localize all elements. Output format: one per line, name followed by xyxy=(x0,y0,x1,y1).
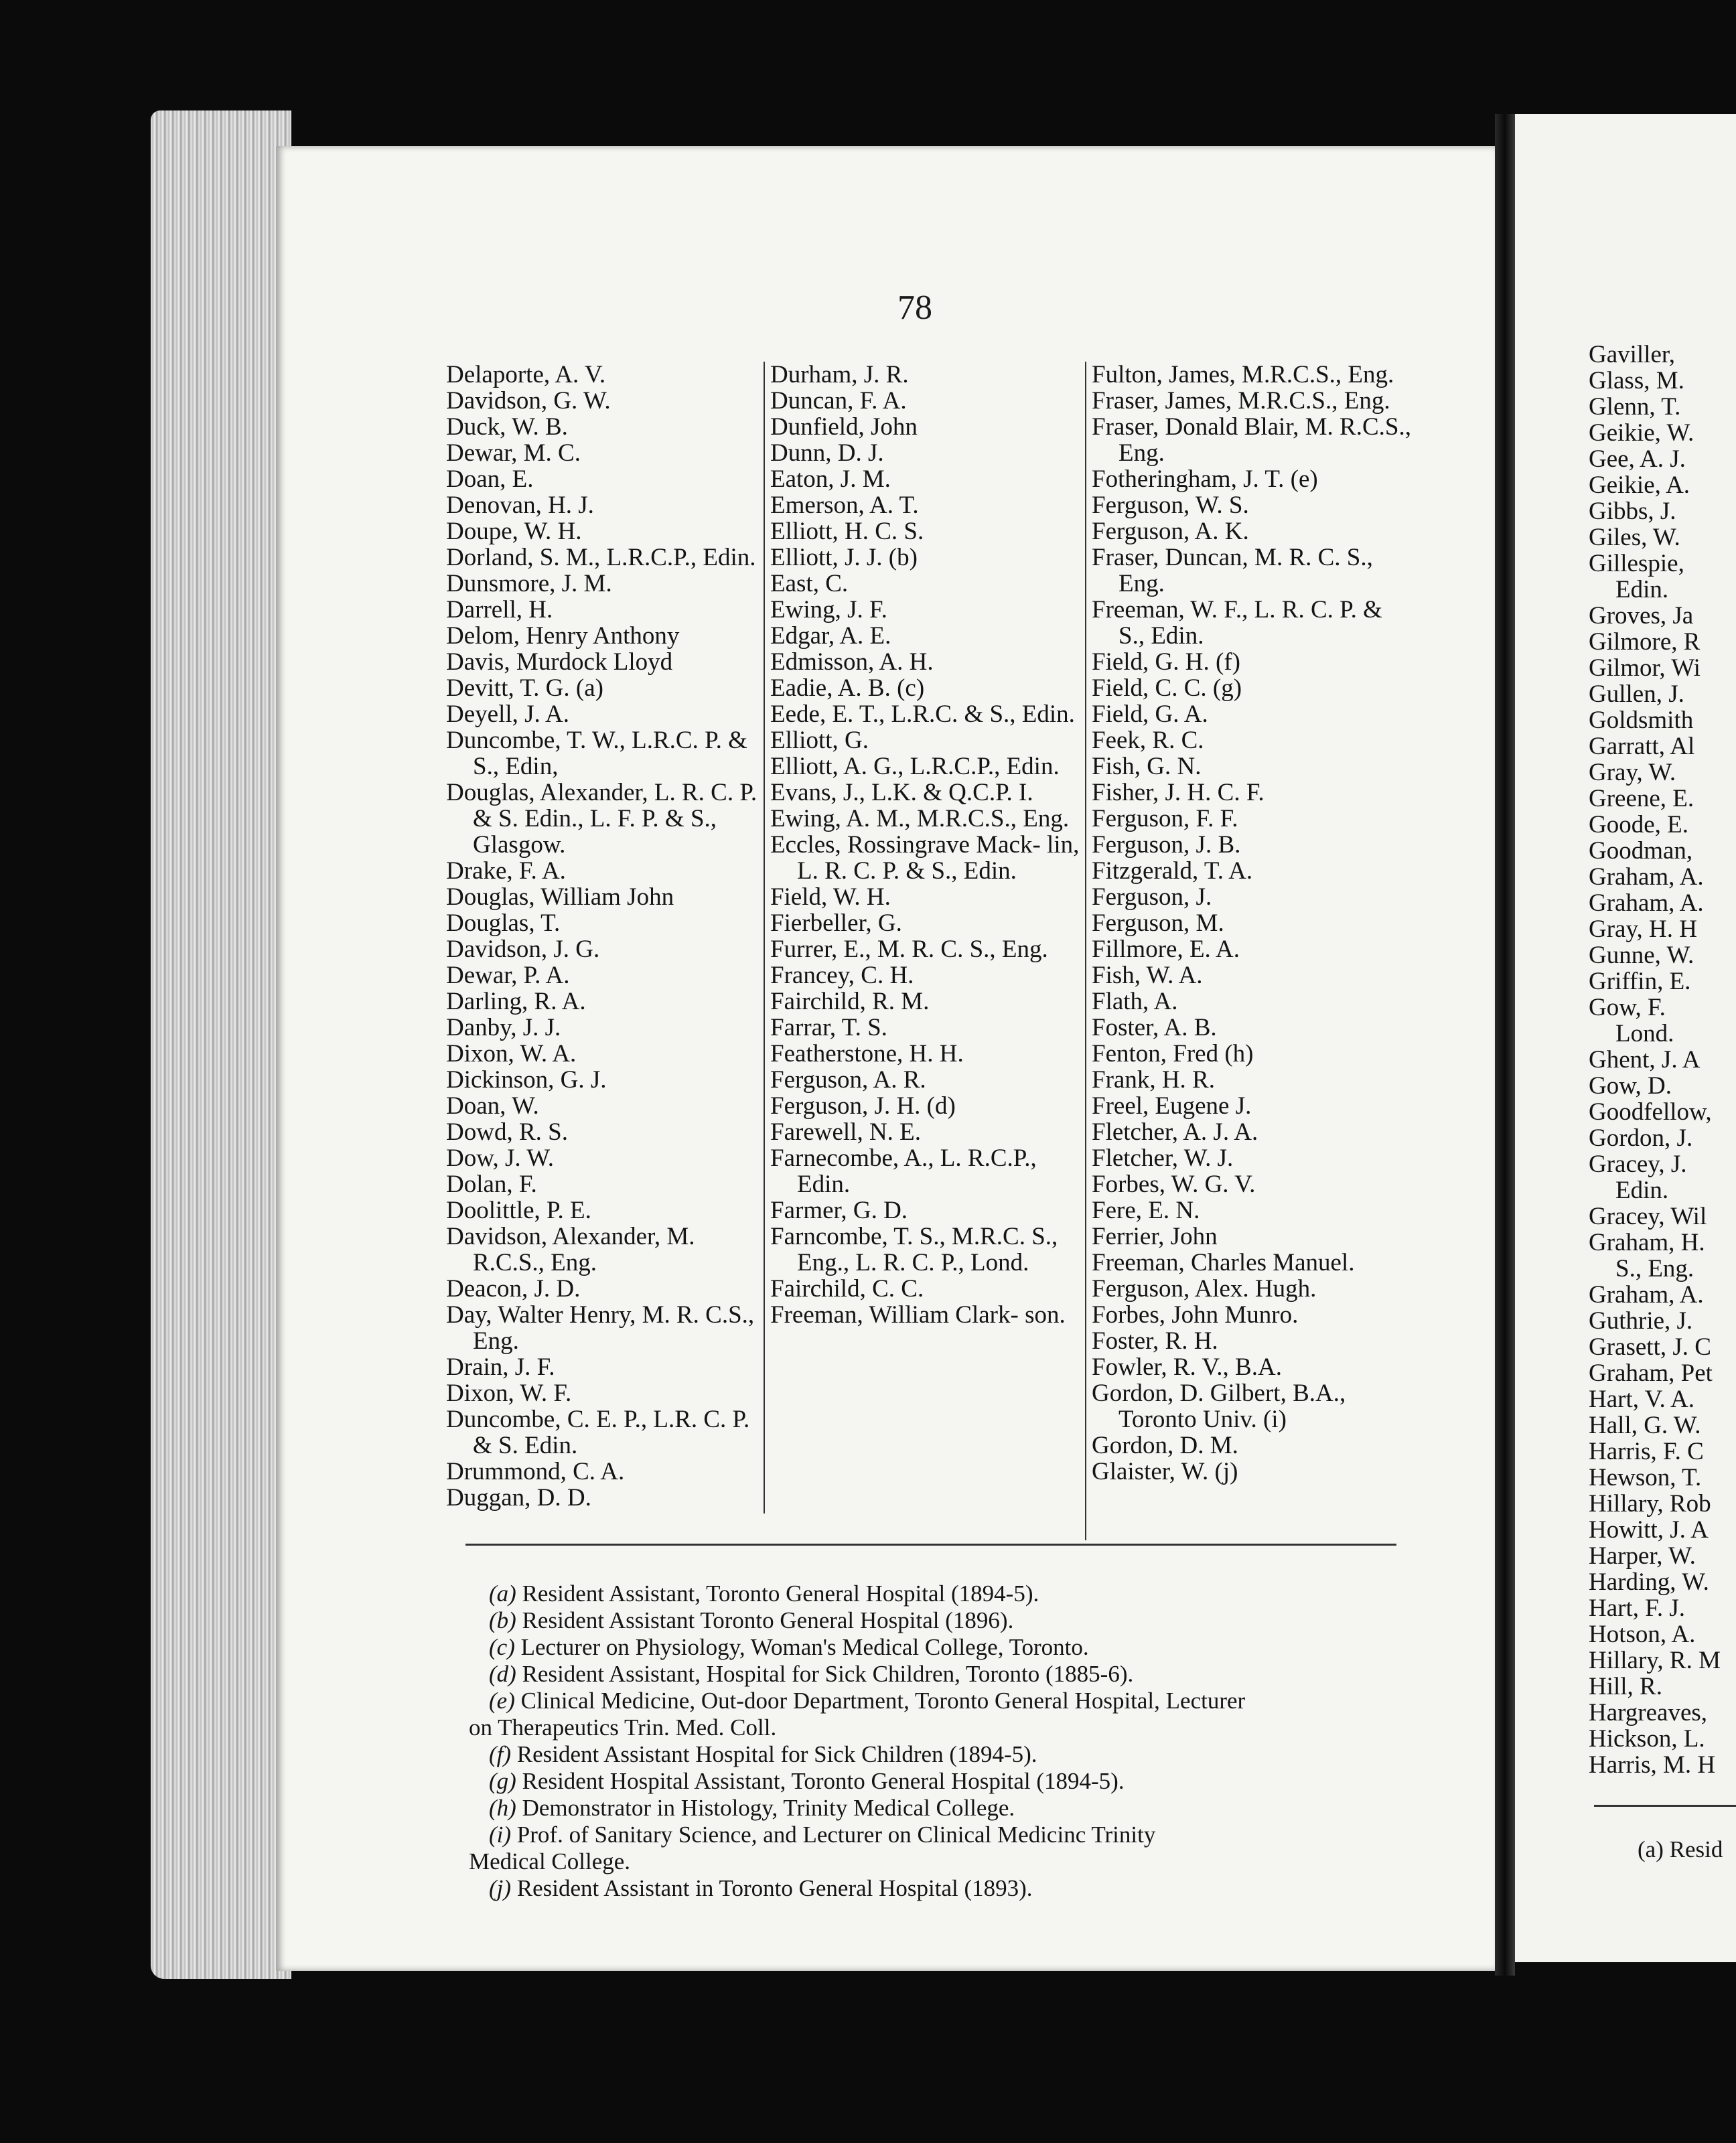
footnote-mark: (j) xyxy=(489,1875,512,1901)
name-entry: Field, G. H. (f) xyxy=(1092,648,1240,676)
name-entry: Fairchild, R. M. xyxy=(770,988,930,1015)
name-entry: Ferguson, A. K. xyxy=(1092,518,1249,545)
name-entry: Ferguson, F. F. xyxy=(1092,805,1238,832)
right-page-entry: Gilmore, R xyxy=(1589,628,1701,656)
right-page-entry: Hotson, A. xyxy=(1589,1621,1696,1648)
right-page-entry: Graham, Pet xyxy=(1589,1359,1713,1387)
name-entry: Douglas, Alexander, L. R. C. P. & S. Edin., L. F. P. & S., Glasgow. xyxy=(446,779,757,859)
footnote xyxy=(489,1795,1406,1822)
right-page-entry: Lond. xyxy=(1615,1020,1674,1047)
name-entry: Doupe, W. H. xyxy=(446,518,582,545)
name-entry: Ferguson, M. xyxy=(1092,909,1224,937)
name-entry: Farnecombe, A., L. R.C.P., Edin. xyxy=(770,1144,1037,1198)
footnote-mark: (e) xyxy=(489,1688,515,1714)
name-entry: Duggan, D. D. xyxy=(446,1484,591,1511)
right-page-entry: Gracey, Wil xyxy=(1589,1203,1707,1230)
right-page-entry: Groves, Ja xyxy=(1589,602,1694,630)
footnote xyxy=(489,1768,1406,1795)
name-entry: Dorland, S. M., L.R.C.P., Edin. xyxy=(446,544,756,571)
footnote-text: Resident Hospital Assistant, Toronto General Hospital (1894-5). xyxy=(516,1768,1125,1794)
name-entry: Doan, E. xyxy=(446,465,534,493)
footnote xyxy=(489,1580,1406,1607)
footnote-text: Resident Assistant, Hospital for Sick Children, Toronto (1885-6). xyxy=(516,1661,1134,1687)
footnote-continuation: on Therapeutics Trin. Med. Coll. xyxy=(469,1714,777,1741)
page-number: 78 xyxy=(897,289,932,327)
name-entry: Delom, Henry Anthony xyxy=(446,622,680,650)
right-page-entry: Gray, H. H xyxy=(1589,915,1698,943)
right-page-entry: Gow, D. xyxy=(1589,1072,1672,1100)
right-page-entry: Harper, W. xyxy=(1589,1542,1696,1570)
name-entry: Davidson, G. W. xyxy=(446,387,611,415)
footnote xyxy=(489,1875,1406,1902)
footnote-mark: (g) xyxy=(489,1768,516,1794)
right-page-entry: Howitt, J. A xyxy=(1589,1516,1709,1544)
name-entry: Devitt, T. G. (a) xyxy=(446,674,603,702)
name-entry: Douglas, T. xyxy=(446,909,561,937)
footnote-mark: (f) xyxy=(489,1741,512,1767)
name-entry: Dunfield, John xyxy=(770,413,918,441)
name-entry: Danby, J. J. xyxy=(446,1014,561,1041)
right-page-entry: Goodfellow, xyxy=(1589,1098,1712,1126)
name-column-1 xyxy=(446,362,761,1511)
name-entry: Fraser, Duncan, M. R. C. S., Eng. xyxy=(1092,544,1373,597)
right-page-entry: Gee, A. J. xyxy=(1589,445,1686,473)
name-entry: Dunsmore, J. M. xyxy=(446,570,612,597)
name-entry: Drummond, C. A. xyxy=(446,1458,625,1485)
book-page-edges xyxy=(151,110,291,1979)
name-entry: Douglas, William John xyxy=(446,883,674,911)
right-page-entry: Gunne, W. xyxy=(1589,942,1694,969)
name-entry: Fotheringham, J. T. (e) xyxy=(1092,465,1318,493)
name-entry: Fierbeller, G. xyxy=(770,909,902,937)
name-entry: Fisher, J. H. C. F. xyxy=(1092,779,1264,806)
right-page-entry: Hewson, T. xyxy=(1589,1464,1702,1491)
right-page-entry: Geikie, W. xyxy=(1589,419,1694,447)
footnote-text: Resident Assistant in Toronto General Hospital (1893). xyxy=(511,1875,1033,1901)
name-entry: Elliott, J. J. (b) xyxy=(770,544,918,571)
name-entry: Fitzgerald, T. A. xyxy=(1092,857,1253,885)
name-entry: Darling, R. A. xyxy=(446,988,586,1015)
footnote-text: Resident Assistant Hospital for Sick Children (1894-5). xyxy=(511,1741,1037,1767)
name-entry: Elliott, A. G., L.R.C.P., Edin. xyxy=(770,753,1060,780)
right-page-entry: S., Eng. xyxy=(1615,1255,1694,1282)
name-entry: Elliott, H. C. S. xyxy=(770,518,924,545)
right-page-entry: Gullen, J. xyxy=(1589,680,1684,708)
footnote xyxy=(489,1741,1406,1768)
right-page-entry: Hillary, Rob xyxy=(1589,1490,1711,1518)
right-page-entry: Gray, W. xyxy=(1589,759,1676,786)
footnote-continuation: Medical College. xyxy=(469,1848,631,1874)
name-entry: Fish, W. A. xyxy=(1092,962,1203,989)
name-entry: Frank, H. R. xyxy=(1092,1066,1215,1094)
right-page-entry: Griffin, E. xyxy=(1589,968,1691,995)
right-page-entry: Gibbs, J. xyxy=(1589,498,1676,525)
name-entry: Dunn, D. J. xyxy=(770,439,884,467)
name-entry: Deacon, J. D. xyxy=(446,1275,581,1303)
right-page-entry: Gordon, J. xyxy=(1589,1124,1693,1152)
name-entry: Flath, A. xyxy=(1092,988,1178,1015)
footnote-mark: (c) xyxy=(489,1634,515,1660)
right-page-entry: Gracey, J. xyxy=(1589,1151,1687,1178)
footnote-divider xyxy=(465,1544,1396,1546)
name-entry: Fere, E. N. xyxy=(1092,1197,1200,1224)
right-page-entry: Geikie, A. xyxy=(1589,471,1690,499)
name-entry: Gordon, D. M. xyxy=(1092,1432,1238,1459)
name-entry: Fairchild, C. C. xyxy=(770,1275,924,1303)
name-column-3 xyxy=(1085,362,1413,1540)
name-entry: Eadie, A. B. (c) xyxy=(770,674,925,702)
right-page-entry: Giles, W. xyxy=(1589,524,1680,551)
name-entry: Fenton, Fred (h) xyxy=(1092,1040,1254,1067)
footnote-mark: (b) xyxy=(489,1607,516,1633)
name-entry: Duncan, F. A. xyxy=(770,387,907,415)
name-entry: Fish, G. N. xyxy=(1092,753,1202,780)
right-page-entry: Hart, F. J. xyxy=(1589,1595,1686,1622)
footnote-mark: (h) xyxy=(489,1795,516,1821)
name-entry: Field, C. C. (g) xyxy=(1092,674,1242,702)
right-page-entry: Gillespie, xyxy=(1589,550,1684,577)
name-entry: Evans, J., L.K. & Q.C.P. I. xyxy=(770,779,1033,806)
name-entry: Dickinson, G. J. xyxy=(446,1066,607,1094)
footnote-text: Lecturer on Physiology, Woman's Medical College, Toronto. xyxy=(514,1634,1089,1660)
name-entry: Glaister, W. (j) xyxy=(1092,1458,1238,1485)
name-entry: Feek, R. C. xyxy=(1092,727,1204,754)
footnote-text: Demonstrator in Histology, Trinity Medical College. xyxy=(516,1795,1015,1821)
right-page-entry: Garratt, Al xyxy=(1589,733,1695,760)
name-entry: Dolan, F. xyxy=(446,1171,537,1198)
name-entry: Deyell, J. A. xyxy=(446,700,569,728)
name-entry: Eaton, J. M. xyxy=(770,465,891,493)
name-entry: Emerson, A. T. xyxy=(770,492,919,519)
name-entry: Eccles, Rossingrave Mack- lin, L. R. C. P. & S., Edin. xyxy=(770,831,1080,885)
name-entry: Farmer, G. D. xyxy=(770,1197,908,1224)
name-entry: Fletcher, W. J. xyxy=(1092,1144,1234,1172)
footnote-text: Resident Assistant, Toronto General Hospital (1894-5). xyxy=(516,1580,1039,1607)
footnote-mark: (d) xyxy=(489,1661,516,1687)
name-entry: Fraser, Donald Blair, M. R.C.S., Eng. xyxy=(1092,413,1411,467)
right-page-entry: Hickson, L. xyxy=(1589,1725,1705,1753)
name-entry: Duck, W. B. xyxy=(446,413,568,441)
footnote xyxy=(489,1688,1406,1714)
right-page-entry: Edin. xyxy=(1615,576,1669,603)
right-page-entry: Hart, V. A. xyxy=(1589,1386,1694,1413)
name-entry: Darrell, H. xyxy=(446,596,553,623)
right-page-entry: Graham, A. xyxy=(1589,1281,1704,1309)
right-page-entry: Hillary, R. M xyxy=(1589,1647,1721,1674)
footnote-text: Clinical Medicine, Out-door Department, Toronto General Hospital, Lecturer xyxy=(514,1688,1246,1714)
book-gutter xyxy=(1495,114,1515,1976)
name-entry: Furrer, E., M. R. C. S., Eng. xyxy=(770,936,1048,963)
footnote xyxy=(489,1661,1406,1688)
footnote-mark: (i) xyxy=(489,1822,512,1848)
right-page-entry: Graham, H. xyxy=(1589,1229,1705,1256)
name-entry: Denovan, H. J. xyxy=(446,492,594,519)
right-page-entry: Graham, A. xyxy=(1589,889,1704,917)
right-page-entry: Glass, M. xyxy=(1589,367,1684,394)
name-entry: Eede, E. T., L.R.C. & S., Edin. xyxy=(770,700,1075,728)
right-page-entry: Hall, G. W. xyxy=(1589,1412,1701,1439)
right-page-footnote: (a) Resid xyxy=(1638,1836,1723,1862)
name-entry: Durham, J. R. xyxy=(770,361,909,388)
name-entry: Fowler, R. V., B.A. xyxy=(1092,1353,1282,1381)
name-entry: Dow, J. W. xyxy=(446,1144,555,1172)
name-entry: Freeman, William Clark- son. xyxy=(770,1301,1066,1329)
name-entry: Duncombe, C. E. P., L.R. C. P. & S. Edin. xyxy=(446,1406,750,1459)
name-entry: Elliott, G. xyxy=(770,727,869,754)
footnote-mark: (a) xyxy=(489,1580,516,1607)
name-entry: Drain, J. F. xyxy=(446,1353,555,1381)
right-page-entry: Harris, M. H xyxy=(1589,1751,1716,1779)
name-entry: Fraser, James, M.R.C.S., Eng. xyxy=(1092,387,1390,415)
name-entry: Freel, Eugene J. xyxy=(1092,1092,1252,1120)
right-page-entry: Gilmor, Wi xyxy=(1589,654,1701,682)
name-entry: Featherstone, H. H. xyxy=(770,1040,964,1067)
name-entry: Ewing, J. F. xyxy=(770,596,887,623)
right-page-entry: Hargreaves, xyxy=(1589,1699,1708,1726)
name-entry: Dixon, W. F. xyxy=(446,1380,572,1407)
right-page-entry: Goode, E. xyxy=(1589,811,1688,838)
right-page-entry: Hill, R. xyxy=(1589,1673,1662,1700)
name-entry: Edmisson, A. H. xyxy=(770,648,934,676)
name-entry: Doolittle, P. E. xyxy=(446,1197,591,1224)
name-column-2 xyxy=(764,362,1085,1513)
right-page-entry: Glenn, T. xyxy=(1589,393,1681,421)
name-entry: Fulton, James, M.R.C.S., Eng. xyxy=(1092,361,1394,388)
footnote xyxy=(489,1822,1406,1848)
right-page-entry: Edin. xyxy=(1615,1177,1669,1204)
footnote xyxy=(489,1607,1406,1634)
name-entry: Davidson, J. G. xyxy=(446,936,600,963)
name-entry: Freeman, Charles Manuel. xyxy=(1092,1249,1355,1276)
right-page-entry: Gow, F. xyxy=(1589,994,1666,1021)
name-entry: Dowd, R. S. xyxy=(446,1118,568,1146)
name-entry: Davidson, Alexander, M. R.C.S., Eng. xyxy=(446,1223,695,1276)
name-entry: Farrar, T. S. xyxy=(770,1014,887,1041)
right-page-entry: Greene, E. xyxy=(1589,785,1694,812)
right-page-entry: Ghent, J. A xyxy=(1589,1046,1701,1074)
name-entry: East, C. xyxy=(770,570,849,597)
name-entry: Ewing, A. M., M.R.C.S., Eng. xyxy=(770,805,1070,832)
right-page-entry: Harris, F. C xyxy=(1589,1438,1704,1465)
footnote-text: Prof. of Sanitary Science, and Lecturer on Clinical Medicinc Trinity xyxy=(511,1822,1156,1848)
name-entry: Ferrier, John xyxy=(1092,1223,1218,1250)
name-entry: Forbes, John Munro. xyxy=(1092,1301,1299,1329)
right-page-entry: Guthrie, J. xyxy=(1589,1307,1693,1335)
name-entry: Ferguson, J. B. xyxy=(1092,831,1241,859)
name-entry: Foster, R. H. xyxy=(1092,1327,1218,1355)
name-entry: Gordon, D. Gilbert, B.A., Toronto Univ. (i) xyxy=(1092,1380,1346,1433)
name-entry: Field, G. A. xyxy=(1092,700,1208,728)
name-entry: Edgar, A. E. xyxy=(770,622,891,650)
name-entry: Dixon, W. A. xyxy=(446,1040,577,1067)
name-entry: Delaporte, A. V. xyxy=(446,361,606,388)
name-entry: Ferguson, J. xyxy=(1092,883,1212,911)
name-entry: Duncombe, T. W., L.R.C. P. & S., Edin, xyxy=(446,727,747,780)
right-page-name-column xyxy=(1589,342,1736,1778)
footnotes xyxy=(469,1580,1406,1902)
name-entry: Ferguson, J. H. (d) xyxy=(770,1092,956,1120)
right-page-entry: Goodman, xyxy=(1589,837,1693,865)
name-entry: Ferguson, W. S. xyxy=(1092,492,1249,519)
name-entry: Ferguson, Alex. Hugh. xyxy=(1092,1275,1317,1303)
right-page-footnote-divider xyxy=(1594,1805,1736,1807)
name-entry: Farncombe, T. S., M.R.C. S., Eng., L. R. C. P., Lond. xyxy=(770,1223,1058,1276)
right-page-entry: Goldsmith xyxy=(1589,707,1694,734)
footnote xyxy=(489,1634,1406,1661)
name-entry: Fillmore, E. A. xyxy=(1092,936,1240,963)
name-entry: Fletcher, A. J. A. xyxy=(1092,1118,1258,1146)
name-entry: Day, Walter Henry, M. R. C.S., Eng. xyxy=(446,1301,755,1355)
name-entry: Freeman, W. F., L. R. C. P. & S., Edin. xyxy=(1092,596,1382,650)
name-entry: Field, W. H. xyxy=(770,883,891,911)
footnote-text: Resident Assistant Toronto General Hospital (1896). xyxy=(516,1607,1014,1633)
name-entry: Farewell, N. E. xyxy=(770,1118,922,1146)
name-entry: Dewar, P. A. xyxy=(446,962,570,989)
name-entry: Davis, Murdock Lloyd xyxy=(446,648,673,676)
name-entry: Dewar, M. C. xyxy=(446,439,581,467)
name-entry: Francey, C. H. xyxy=(770,962,914,989)
name-entry: Ferguson, A. R. xyxy=(770,1066,926,1094)
name-entry: Forbes, W. G. V. xyxy=(1092,1171,1256,1198)
name-entry: Drake, F. A. xyxy=(446,857,566,885)
name-entry: Doan, W. xyxy=(446,1092,539,1120)
right-page-entry: Harding, W. xyxy=(1589,1568,1709,1596)
right-page-entry: Gaviller, xyxy=(1589,341,1675,368)
right-page-entry: Graham, A. xyxy=(1589,863,1704,891)
right-page-entry: Grasett, J. C xyxy=(1589,1333,1711,1361)
name-entry: Foster, A. B. xyxy=(1092,1014,1217,1041)
